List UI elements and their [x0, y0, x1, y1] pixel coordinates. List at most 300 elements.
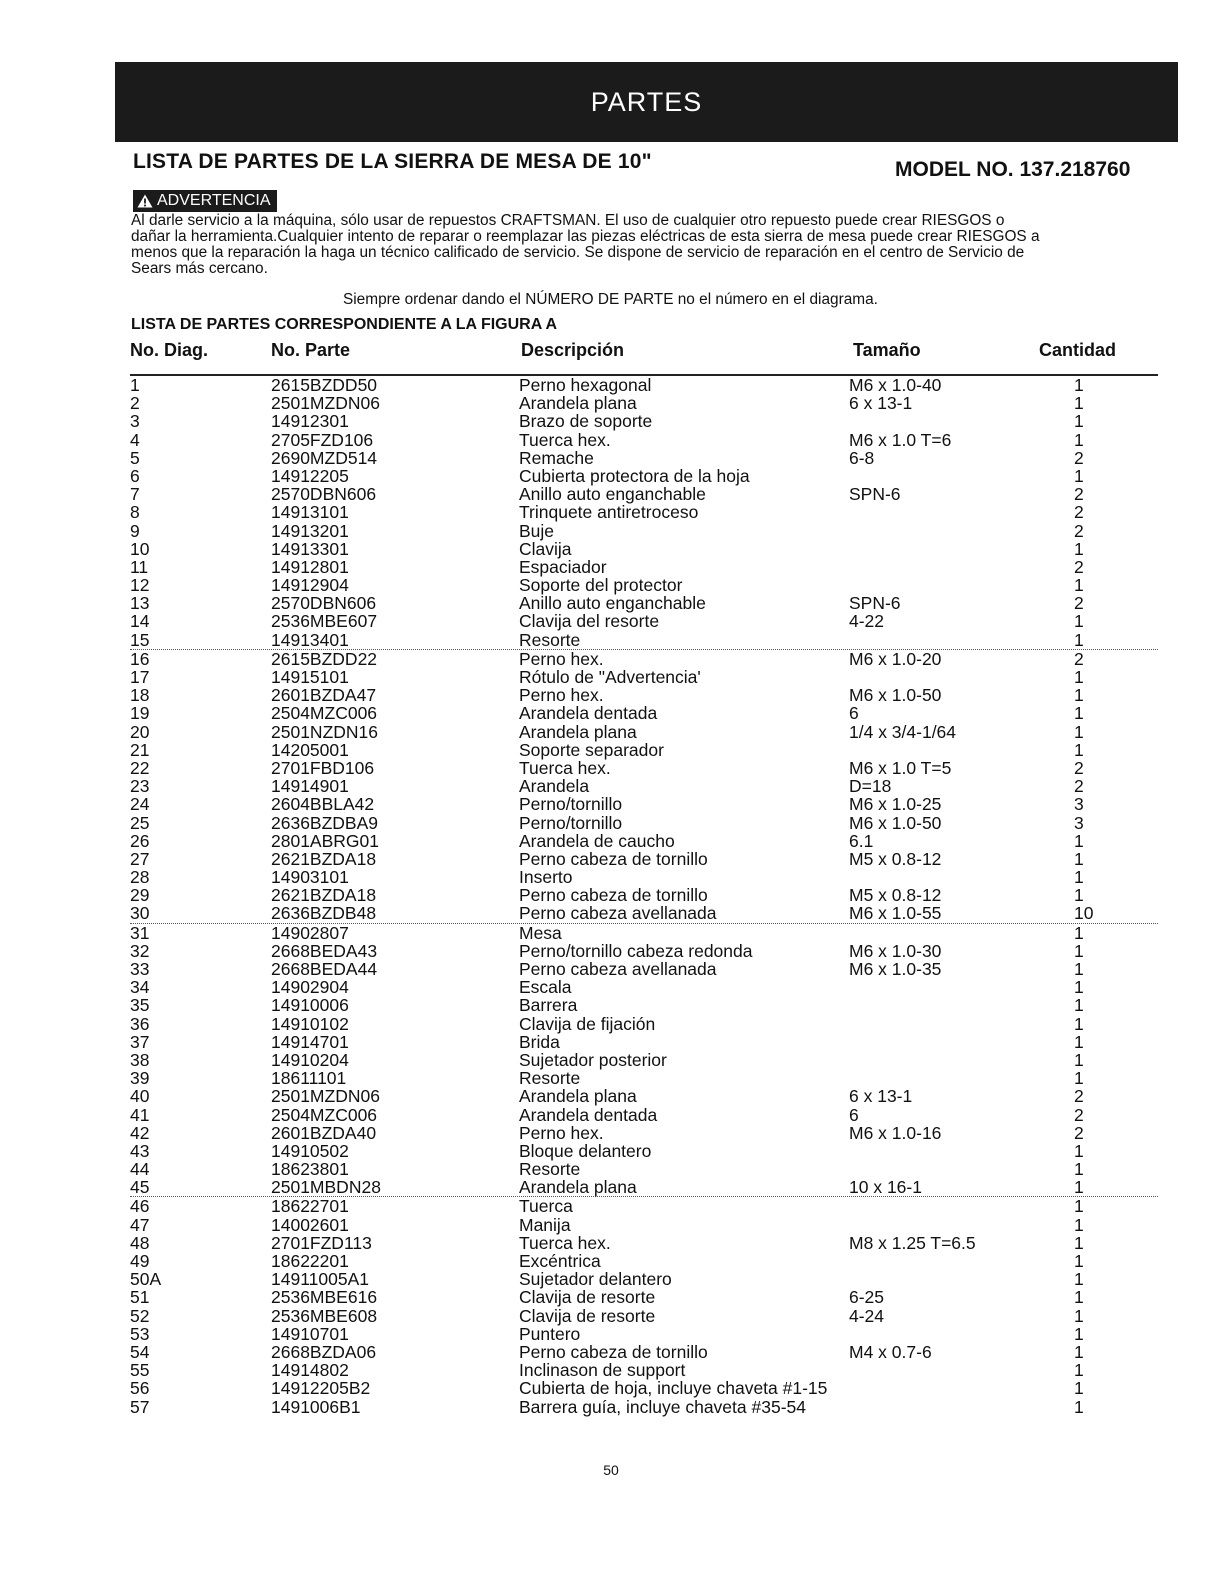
part-quantity: 1: [1074, 685, 1084, 706]
part-description: Bloque delantero: [519, 1140, 652, 1161]
diag-number: 53: [130, 1323, 150, 1344]
part-quantity: 2: [1074, 1086, 1084, 1107]
part-number: 18622201: [271, 1251, 349, 1271]
part-size: M6 x 1.0-35: [849, 959, 942, 979]
table-row: [130, 1343, 1158, 1361]
part-description: Arandela plana: [519, 1086, 637, 1107]
part-quantity: 1: [1074, 1341, 1084, 1362]
table-row: [130, 1106, 1158, 1124]
header-size: Tamaño: [853, 340, 921, 360]
diag-number: 21: [130, 739, 150, 760]
part-size: M5 x 0.8-12: [849, 848, 942, 869]
diag-number: 34: [130, 977, 150, 998]
part-description: Manija: [519, 1214, 571, 1235]
diag-number: 46: [130, 1196, 150, 1217]
part-quantity: 1: [1074, 1177, 1084, 1198]
diag-number: 16: [130, 648, 150, 669]
part-number: 2570DBN606: [271, 593, 377, 614]
table-row: [130, 522, 1158, 540]
part-quantity: 1: [1074, 977, 1084, 998]
part-quantity: 1: [1074, 1251, 1084, 1271]
diag-number: 29: [130, 885, 150, 906]
diag-number: 37: [130, 1031, 150, 1052]
part-quantity: 1: [1074, 1196, 1084, 1217]
part-quantity: 1: [1074, 411, 1084, 432]
table-row: [130, 394, 1158, 412]
part-quantity: 1: [1074, 959, 1084, 979]
part-quantity: 1: [1074, 721, 1084, 742]
part-number: 2501MZDN06: [271, 393, 380, 414]
part-size: 6 x 13-1: [849, 1086, 913, 1107]
part-number: 2701FBD106: [271, 757, 375, 778]
part-size: 4-22: [849, 611, 885, 632]
diag-number: 1: [130, 375, 140, 395]
part-description: Perno hexagonal: [519, 375, 652, 395]
warning-line: menos que la reparación la haga un técnico calificado de servicio. Se dispone de servicio de reparación en el centro de Servicio de: [131, 244, 1025, 261]
part-number: 14912301: [271, 411, 349, 432]
part-description: Resorte: [519, 629, 581, 650]
table-row: [130, 723, 1158, 741]
table-row: [130, 924, 1158, 942]
table-row: [130, 1197, 1158, 1215]
table-row: [130, 612, 1158, 630]
part-size: M6 x 1.0-55: [849, 903, 942, 924]
diag-number: 56: [130, 1378, 150, 1399]
part-size: M4 x 0.7-6: [849, 1341, 932, 1362]
diag-number: 3: [130, 411, 140, 432]
header-part: No. Parte: [271, 340, 351, 360]
part-quantity: 1: [1074, 1214, 1084, 1235]
diag-number: 25: [130, 812, 150, 833]
part-quantity: 1: [1074, 1305, 1084, 1326]
part-quantity: 1: [1074, 867, 1084, 888]
part-quantity: 2: [1074, 484, 1084, 505]
part-quantity: 1: [1074, 1269, 1084, 1290]
part-number: 2621BZDA18: [271, 885, 377, 906]
part-description: Tuerca hex.: [519, 757, 611, 778]
table-row: [130, 576, 1158, 594]
part-description: Clavija de resorte: [519, 1305, 656, 1326]
part-description: Sujetador delantero: [519, 1269, 672, 1290]
part-number: 2705FZD106: [271, 429, 374, 450]
part-description: Perno cabeza de tornillo: [519, 848, 708, 869]
part-number: 18611101: [271, 1068, 347, 1089]
part-number: 14910701: [271, 1323, 349, 1344]
part-number: 14914901: [271, 776, 349, 797]
diag-number: 45: [130, 1177, 150, 1198]
part-quantity: 1: [1074, 830, 1084, 851]
part-quantity: 1: [1074, 1068, 1084, 1089]
diag-number: 23: [130, 776, 150, 797]
diag-number: 57: [130, 1396, 150, 1417]
part-quantity: 1: [1074, 922, 1084, 943]
table-row: [130, 1307, 1158, 1325]
part-number: 14911005A1: [271, 1269, 369, 1290]
part-number: 14902904: [271, 977, 349, 998]
table-row: [130, 1160, 1158, 1178]
part-quantity: 2: [1074, 776, 1084, 797]
diag-number: 8: [130, 502, 140, 523]
part-number: 2668BEDA43: [271, 940, 378, 961]
part-quantity: 1: [1074, 629, 1084, 650]
diag-number: 43: [130, 1140, 150, 1161]
diag-number: 12: [130, 575, 150, 596]
diag-number: 55: [130, 1360, 150, 1381]
diag-number: 31: [130, 922, 150, 943]
part-number: 14914802: [271, 1360, 349, 1381]
part-size: 1/4 x 3/4-1/64: [849, 721, 957, 742]
part-description: Arandela dentada: [519, 703, 658, 724]
part-quantity: 1: [1074, 1140, 1084, 1161]
part-size: 6: [849, 703, 859, 724]
page-number: 50: [603, 1462, 619, 1478]
part-number: 2501NZDN16: [271, 721, 378, 742]
part-number: 2570DBN606: [271, 484, 377, 505]
part-quantity: 1: [1074, 995, 1084, 1016]
part-size: 6.1: [849, 830, 874, 851]
part-quantity: 1: [1074, 739, 1084, 760]
warning-text: [131, 213, 1161, 277]
part-quantity: 1: [1074, 1287, 1084, 1308]
warning-triangle-icon: [137, 194, 153, 208]
part-number: 2601BZDA47: [271, 685, 377, 706]
part-number: 14902807: [271, 922, 349, 943]
part-size: D=18: [849, 776, 892, 797]
part-description: Arandela de caucho: [519, 830, 675, 851]
diag-number: 28: [130, 867, 150, 888]
page-title: LISTA DE PARTES DE LA SIERRA DE MESA DE 10": [133, 150, 652, 173]
part-quantity: 1: [1074, 940, 1084, 961]
part-number: 14912205B2: [271, 1378, 371, 1399]
part-quantity: 1: [1074, 1159, 1084, 1180]
part-description: Soporte separador: [519, 739, 664, 760]
part-quantity: 3: [1074, 794, 1084, 815]
part-number: 14903101: [271, 867, 349, 888]
part-description: Barrera: [519, 995, 578, 1016]
table-row: [130, 942, 1158, 960]
part-description: Clavija: [519, 538, 572, 559]
part-number: 2536MBE607: [271, 611, 378, 632]
part-number: 2504MZC006: [271, 703, 378, 724]
part-description: Buje: [519, 520, 555, 541]
table-row: [130, 1142, 1158, 1160]
part-description: Perno/tornillo: [519, 794, 623, 815]
part-size: M8 x 1.25 T=6.5: [849, 1232, 976, 1253]
part-number: 2636BZDB48: [271, 903, 377, 924]
part-size: M6 x 1.0-30: [849, 940, 942, 961]
table-row: [130, 1124, 1158, 1142]
part-description: Arandela plana: [519, 393, 637, 414]
part-size: M6 x 1.0 T=6: [849, 429, 952, 450]
part-number: 14912904: [271, 575, 349, 596]
diag-number: 40: [130, 1086, 150, 1107]
part-size: M6 x 1.0-16: [849, 1122, 942, 1143]
table-row: [130, 631, 1158, 650]
part-description: Puntero: [519, 1323, 581, 1344]
table-row: [130, 431, 1158, 449]
part-number: 14915101: [271, 667, 349, 687]
part-quantity: 1: [1074, 667, 1084, 687]
table-row: [130, 850, 1158, 868]
part-size: M6 x 1.0-25: [849, 794, 942, 815]
table-row: [130, 1178, 1158, 1197]
table-row: [130, 1216, 1158, 1234]
part-quantity: 1: [1074, 1049, 1084, 1070]
part-quantity: 1: [1074, 1013, 1084, 1034]
table-row: [130, 1379, 1158, 1397]
part-quantity: 2: [1074, 757, 1084, 778]
part-number: 14913101: [271, 502, 349, 523]
part-number: 14910204: [271, 1049, 349, 1070]
diag-number: 15: [130, 629, 150, 650]
header-desc: Descripción: [521, 340, 625, 360]
part-size: M6 x 1.0-20: [849, 648, 942, 669]
part-number: 14910006: [271, 995, 349, 1016]
diag-number: 51: [130, 1287, 150, 1308]
part-number: 2615BZDD50: [271, 375, 378, 395]
part-description: Cubierta de hoja, incluye chaveta #1-15: [519, 1378, 828, 1399]
table-row: [130, 1288, 1158, 1306]
table-row: [130, 741, 1158, 759]
part-description: Mesa: [519, 922, 562, 943]
diag-number: 30: [130, 903, 150, 924]
part-quantity: 3: [1074, 812, 1084, 833]
part-description: Clavija de fijación: [519, 1013, 656, 1034]
part-description: Tuerca hex.: [519, 429, 611, 450]
part-number: 14910502: [271, 1140, 349, 1161]
table-row: [130, 376, 1158, 394]
table-row: [130, 449, 1158, 467]
part-number: 2668BEDA44: [271, 959, 378, 979]
diag-number: 19: [130, 703, 150, 724]
part-quantity: 1: [1074, 375, 1084, 395]
diag-number: 11: [130, 556, 149, 577]
part-quantity: 1: [1074, 393, 1084, 414]
part-quantity: 1: [1074, 611, 1084, 632]
diag-number: 5: [130, 447, 140, 468]
header-qty: Cantidad: [1039, 340, 1117, 360]
part-number: 14205001: [271, 739, 349, 760]
part-size: 6-8: [849, 447, 875, 468]
part-description: Remache: [519, 447, 594, 468]
diag-number: 36: [130, 1013, 150, 1034]
part-number: 18623801: [271, 1159, 349, 1180]
diag-number: 22: [130, 757, 150, 778]
diag-number: 47: [130, 1214, 150, 1235]
diag-number: 44: [130, 1159, 150, 1180]
diag-number: 13: [130, 593, 150, 614]
diag-number: 33: [130, 959, 150, 979]
table-row: [130, 777, 1158, 795]
part-number: 14914701: [271, 1031, 349, 1052]
part-description: Arandela plana: [519, 1177, 637, 1198]
part-size: 4-24: [849, 1305, 885, 1326]
diag-number: 38: [130, 1049, 150, 1070]
table-row: [130, 1087, 1158, 1105]
part-description: Soporte del protector: [519, 575, 683, 596]
part-quantity: 2: [1074, 556, 1084, 577]
part-number: 14913401: [271, 629, 349, 650]
part-number: 2501MBDN28: [271, 1177, 381, 1198]
part-description: Cubierta protectora de la hoja: [519, 465, 750, 486]
table-row: [130, 558, 1158, 576]
part-description: Tuerca hex.: [519, 1232, 611, 1253]
part-quantity: 1: [1074, 885, 1084, 906]
part-description: Perno cabeza avellanada: [519, 959, 717, 979]
part-number: 2536MBE616: [271, 1287, 378, 1308]
part-description: Tuerca: [519, 1196, 573, 1217]
part-description: Perno cabeza de tornillo: [519, 885, 708, 906]
table-header: [130, 340, 1158, 376]
part-size: SPN-6: [849, 593, 901, 614]
part-size: SPN-6: [849, 484, 901, 505]
part-number: 2621BZDA18: [271, 848, 377, 869]
part-quantity: 1: [1074, 465, 1084, 486]
diag-number: 14: [130, 611, 150, 632]
part-number: 2701FZD113: [271, 1232, 372, 1253]
part-quantity: 1: [1074, 848, 1084, 869]
part-description: Perno hex.: [519, 1122, 604, 1143]
table-row: [130, 686, 1158, 704]
part-quantity: 2: [1074, 520, 1084, 541]
diag-number: 6: [130, 465, 140, 486]
part-number: 2504MZC006: [271, 1104, 378, 1125]
part-description: Trinquete antiretroceso: [519, 502, 699, 523]
part-size: M6 x 1.0-50: [849, 812, 942, 833]
table-row: [130, 1033, 1158, 1051]
table-row: [130, 485, 1158, 503]
part-quantity: 1: [1074, 703, 1084, 724]
table-row: [130, 1398, 1158, 1416]
part-description: Clavija de resorte: [519, 1287, 656, 1308]
part-size: M6 x 1.0 T=5: [849, 757, 952, 778]
part-description: Excéntrica: [519, 1251, 601, 1271]
part-quantity: 1: [1074, 1323, 1084, 1344]
part-description: Arandela: [519, 776, 590, 797]
part-number: 14912205: [271, 465, 349, 486]
part-description: Anillo auto enganchable: [519, 484, 706, 505]
table-row: [130, 594, 1158, 612]
part-description: Perno cabeza de tornillo: [519, 1341, 708, 1362]
part-quantity: 1: [1074, 1360, 1084, 1381]
table-row: [130, 650, 1158, 668]
diag-number: 32: [130, 940, 150, 961]
part-quantity: 2: [1074, 447, 1084, 468]
table-row: [130, 704, 1158, 722]
part-quantity: 1: [1074, 429, 1084, 450]
table-row: [130, 1051, 1158, 1069]
banner-title: PARTES: [590, 86, 703, 117]
table-row: [130, 1015, 1158, 1033]
table-row: [130, 1270, 1158, 1288]
part-size: M6 x 1.0-40: [849, 375, 942, 395]
part-number: 2615BZDD22: [271, 648, 378, 669]
warning-line: Sears más cercano.: [131, 260, 268, 277]
part-description: Perno hex.: [519, 685, 604, 706]
part-number: 2636BZDBA9: [271, 812, 379, 833]
part-description: Perno/tornillo cabeza redonda: [519, 940, 753, 961]
diag-number: 39: [130, 1068, 150, 1089]
header-diag: No. Diag.: [130, 340, 209, 360]
part-number: 2690MZD514: [271, 447, 378, 468]
table-row: [130, 1252, 1158, 1270]
table-row: [130, 412, 1158, 430]
part-description: Escala: [519, 977, 572, 998]
order-note: Siempre ordenar dando el NÚMERO DE PARTE no el número en el diagrama.: [343, 291, 878, 308]
diag-number: 27: [130, 848, 150, 869]
part-description: Brida: [519, 1031, 560, 1052]
model-number: MODEL NO. 137.218760: [895, 158, 1131, 181]
part-size: 10 x 16-1: [849, 1177, 922, 1198]
part-size: M6 x 1.0-50: [849, 685, 942, 706]
table-row: [130, 814, 1158, 832]
part-description: Clavija del resorte: [519, 611, 660, 632]
part-quantity: 2: [1074, 1122, 1084, 1143]
table-caption: LISTA DE PARTES CORRESPONDIENTE A LA FIGURA A: [131, 316, 558, 333]
part-quantity: 1: [1074, 1031, 1084, 1052]
warning-line: Al darle servicio a la máquina, sólo usar de repuestos CRAFTSMAN. El uso de cualquier otro repuesto puede crear RIESGOS o: [131, 212, 1005, 229]
part-description: Barrera guía, incluye chaveta #35-54: [519, 1396, 806, 1417]
diag-number: 54: [130, 1341, 150, 1362]
diag-number: 4: [130, 429, 140, 450]
table-row: [130, 1325, 1158, 1343]
part-size: 6-25: [849, 1287, 885, 1308]
table-row: [130, 978, 1158, 996]
diag-number: 35: [130, 995, 150, 1016]
part-description: Rótulo de "Advertencia': [519, 667, 701, 687]
table-row: [130, 467, 1158, 485]
diag-number: 52: [130, 1305, 150, 1326]
table-row: [130, 1361, 1158, 1379]
table-row: [130, 960, 1158, 978]
part-quantity: 1: [1074, 1378, 1084, 1399]
diag-number: 2: [130, 393, 140, 414]
part-number: 18622701: [271, 1196, 349, 1217]
part-description: Inclinason de support: [519, 1360, 686, 1381]
warning-label: ADVERTENCIA: [157, 192, 271, 209]
diag-number: 18: [130, 685, 150, 706]
section-banner: [115, 62, 1178, 142]
part-number: 14913201: [271, 520, 349, 541]
diag-number: 20: [130, 721, 150, 742]
part-number: 14913301: [271, 538, 349, 559]
part-quantity: 1: [1074, 1232, 1084, 1253]
part-number: 2601BZDA40: [271, 1122, 377, 1143]
diag-number: 50A: [130, 1269, 162, 1290]
part-quantity: 2: [1074, 502, 1084, 523]
table-row: [130, 540, 1158, 558]
diag-number: 49: [130, 1251, 150, 1271]
part-quantity: 2: [1074, 593, 1084, 614]
table-row: [130, 886, 1158, 904]
part-number: 1491006B1: [271, 1396, 361, 1417]
diag-number: 7: [130, 484, 140, 505]
diag-number: 17: [130, 667, 150, 687]
diag-number: 48: [130, 1232, 150, 1253]
diag-number: 24: [130, 794, 150, 815]
part-quantity: 2: [1074, 648, 1084, 669]
table-row: [130, 904, 1158, 923]
part-description: Resorte: [519, 1159, 581, 1180]
table-row: [130, 668, 1158, 686]
part-number: 2536MBE608: [271, 1305, 378, 1326]
part-quantity: 1: [1074, 538, 1084, 559]
warning-line: dañar la herramienta.Cualquier intento de reparar o reemplazar las piezas eléctricas de esta sierra de mesa puede crear RIESGOS a: [131, 228, 1040, 245]
part-size: M5 x 0.8-12: [849, 885, 942, 906]
part-number: 2668BZDA06: [271, 1341, 377, 1362]
warning-badge: [133, 190, 277, 212]
part-description: Anillo auto enganchable: [519, 593, 706, 614]
